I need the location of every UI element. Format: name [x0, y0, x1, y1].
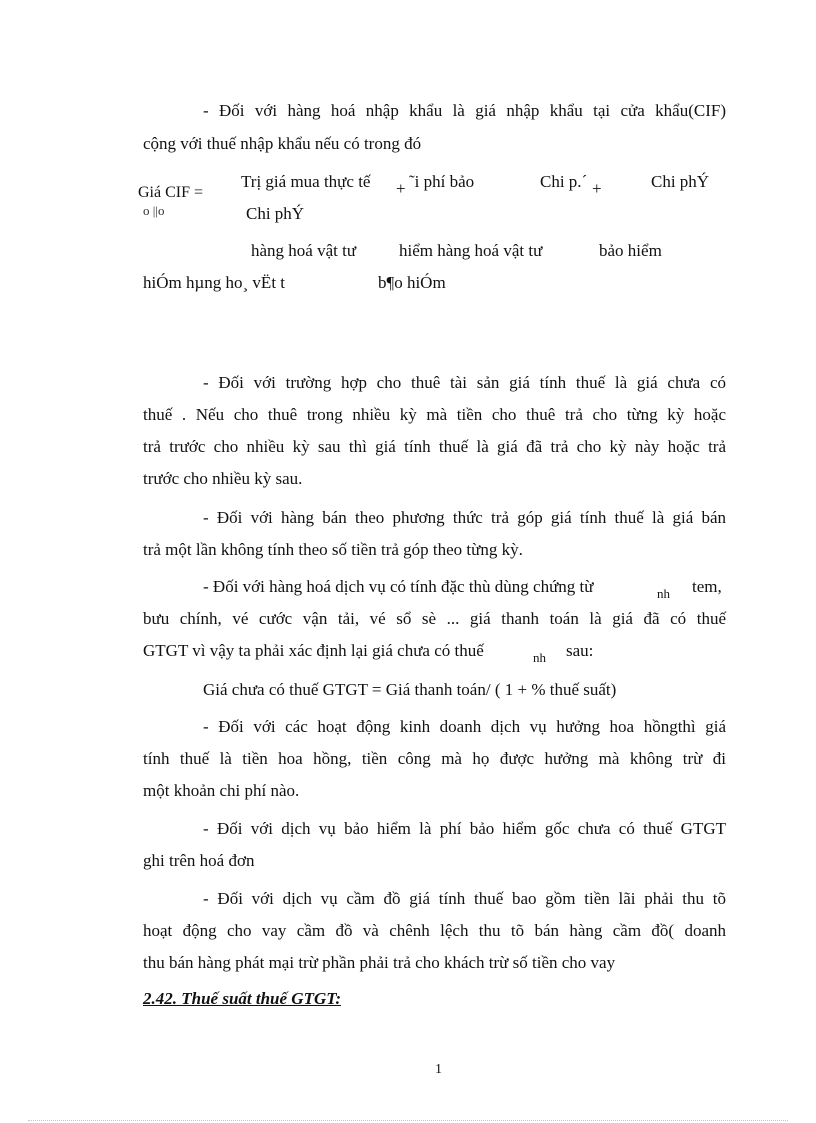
formula-chi-phi-bao: ˜i phí bảo	[409, 172, 475, 191]
paragraph-line: trước cho nhiều kỳ sau.	[143, 469, 303, 488]
paragraph-line: - Đối với dịch vụ cầm đồ giá tính thuế bao gồm tiền lãi phải thu tõ	[203, 889, 726, 908]
formula-bao-hiem: bảo hiểm	[599, 241, 662, 260]
formula-gia-cif: Giá CIF =	[138, 184, 204, 201]
paragraph-line: - Đối với trường hợp cho thuê tài sản giá tính thuế là giá chưa có	[203, 373, 726, 392]
paragraph-fragment: nh	[657, 586, 670, 601]
paragraph-fragment: nh	[533, 650, 546, 665]
paragraph-line: thuế . Nếu cho thuê trong nhiều kỳ mà tiền cho thuê trả cho từng kỳ hoặc	[143, 405, 726, 424]
formula-tri-gia: Trị giá mua thực tế	[241, 172, 371, 191]
paragraph-line: ghi trên hoá đơn	[143, 851, 255, 870]
formula-hiem-hang-hoa: hiểm hàng hoá vật tư	[399, 241, 543, 260]
paragraph-fragment: tem,	[692, 577, 722, 596]
page-number: 1	[435, 1062, 442, 1077]
paragraph-line: trả một lần không tính theo số tiền trả góp theo từng kỳ.	[143, 540, 523, 559]
paragraph-line: - Đối với dịch vụ bảo hiểm là phí bảo hiểm gốc chưa có thuế GTGT	[203, 819, 726, 838]
paragraph-line: trả trước cho nhiều kỳ sau thì giá tính thuế là giá đã trả cho kỳ này hoặc trả	[143, 437, 726, 456]
page-bottom-divider	[28, 1120, 788, 1121]
formula-hang-hoa-vat-tu: hàng hoá vật tư	[251, 241, 357, 260]
formula-garbled-left: o ||o	[143, 203, 165, 218]
paragraph-line: - Đối với hàng bán theo phương thức trả góp giá tính thuế là giá bán	[203, 508, 726, 527]
formula-garbled-hiom: hiÓm hµng ho¸ vËt t	[143, 273, 286, 292]
formula-chi-p: Chi p.´	[540, 172, 588, 191]
paragraph-line: cộng với thuế nhập khẩu nếu có trong đó	[143, 134, 422, 153]
paragraph-line: Giá chưa có thuế GTGT = Giá thanh toán/ ( 1 + % thuế suất)	[203, 680, 617, 699]
formula-plus-2: +	[592, 179, 602, 198]
paragraph-line: - Đối với hàng hoá dịch vụ có tính đặc thù dùng chứng từ	[203, 577, 594, 596]
formula-chi-phy-right: Chi phÝ	[651, 172, 710, 191]
formula-plus-1: +	[396, 179, 406, 198]
formula-chi-phy-left: Chi phÝ	[246, 204, 305, 223]
paragraph-line: một khoản chi phí nào.	[143, 781, 300, 800]
paragraph-fragment: sau:	[566, 641, 594, 660]
formula-garbled-bao: b¶o hiÓm	[378, 273, 446, 292]
paragraph-line: bưu chính, vé cước vận tải, vé sổ sè ... giá thanh toán là giá đã có thuế	[143, 609, 726, 628]
paragraph-line: - Đối với hàng hoá nhập khẩu là giá nhập khẩu tại cửa khẩu(CIF)	[203, 101, 726, 120]
paragraph-line: thu bán hàng phát mại trừ phần phải trả cho khách trừ số tiền cho vay	[143, 953, 616, 972]
paragraph-line: GTGT vì vậy ta phải xác định lại giá chưa có thuế	[143, 641, 484, 660]
section-heading: 2.42. Thuế suất thuế GTGT:	[143, 989, 342, 1008]
paragraph-line: tính thuế là tiền hoa hồng, tiền công mà họ được hưởng mà không trừ đi	[143, 749, 726, 768]
paragraph-line: - Đối với các hoạt động kinh doanh dịch vụ hưởng hoa hồngthì giá	[203, 717, 726, 736]
paragraph-line: hoạt động cho vay cầm đồ và chênh lệch thu tõ bán hàng cầm đồ( doanh	[143, 921, 726, 940]
